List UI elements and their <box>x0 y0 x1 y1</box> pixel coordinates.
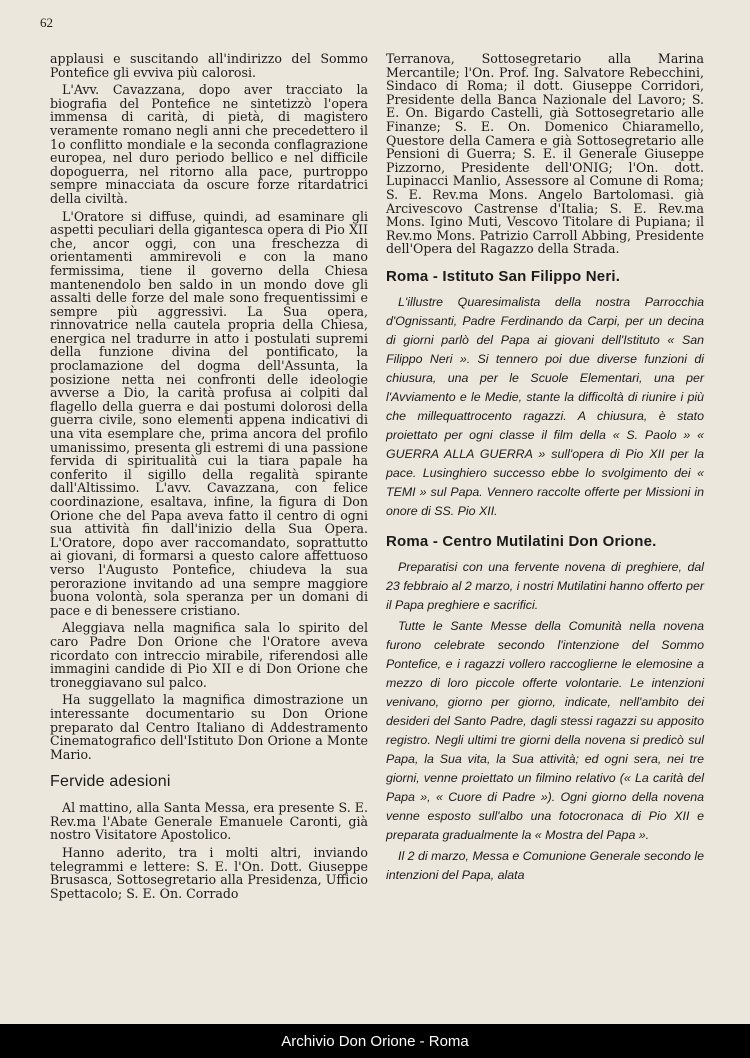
section-heading-centro-mutilatini: Roma - Centro Mutilatini Don Orione. <box>386 532 657 550</box>
page-number: 62 <box>40 15 53 30</box>
left-paragraph-2: L'Avv. Cavazzana, dopo aver tracciato la biografia del Pontefice ne sintetizzò l'opera immensa di carità, di pietà, di magistero veramente romano negli anni che precedettero il 1o conflitto mondiale e la seconda conflagrazione europea, nel duro periodo bellico e nel difficile dopoguerra, nel ritorno alla pace, purtroppo sempre minacciata da oscure forze ritardatrici della civiltà. <box>50 82 368 206</box>
archive-footer: Archivio Don Orione - Roma <box>0 1024 750 1058</box>
right-paragraph-1: Terranova, Sottosegretario alla Marina Mercantile; l'On. Prof. Ing. Salvatore Rebecchini, Sindaco di Roma; il dott. Giuseppe Corridori, Presidente della Banca Nazionale del Lavoro; S. E. On. Bigardo Castelli, già Sottosegretario alle Finanze; S. E. On. Domenico Chiaramello, Questore della Camera e già Sottosegretario alle Pensioni di Guerra; S. E. il Generale Giuseppe Pizzorno, Presidente dell'ONIG; l'On. dott. Lupinacci Manlio, Assessore al Comune di Roma; S. E. Rev.ma Mons. Angelo Bartolomasi. già Arcivescovo Castrense d'Italia; S. E. Rev.ma Mons. Igino Muti, Vescovo Titolare di Pupiana; il Rev.mo Mons. Patrizio Carroll Abbing, Presidente dell'Opera del Ragazzo della Strada. <box>386 51 704 257</box>
right-column <box>386 52 704 887</box>
right-paragraph-3: Preparatisi con una fervente novena di preghiere, dal 23 febbraio al 2 marzo, i nostri Mutilatini hanno offerto per il Papa preghiere e sacrifici. <box>386 559 704 612</box>
left-column <box>50 52 368 904</box>
right-paragraph-4: Tutte le Sante Messe della Comunità nella novena furono celebrate secondo l'intenzione del Sommo Pontefice, e i ragazzi vollero raccoglierne le elemosine a mezzo di loro piccole offerte volontarie. Le intenzioni venivano, giorno per giorno, indicate, nell'ambito dei desideri del Santo Padre, dagli stessi ragazzi su apposito registro. Negli ultimi tre giorni della novena si predicò sul Papa, la Sua vita, la Sua attività; ed ogni sera, nei tre giorni, venne proiettato un filmino relativo (« La carità del Papa », « Cuore di Padre »). Ogni giorno della novena venne esposto sull'albo una fotocronaca di Pio XII e preparata gradualmente la « Mostra del Papa ». <box>386 618 704 842</box>
section-heading-san-filippo-neri: Roma - Istituto San Filippo Neri. <box>386 267 621 285</box>
section-heading-fervide-adesioni: Fervide adesioni <box>50 773 171 791</box>
right-paragraph-2: L'illustre Quaresimalista della nostra Parrocchia d'Ognissanti, Padre Ferdinando da Carpi, per un decina di giorni parlò del Papa ai giovani dell'Istituto « San Filippo Neri ». Si tennero poi due diverse funzioni di chiusura, una per le Scuole Elementari, una per l'Avviamento e le Medie, stante la difficoltà di riunire i più che millequattrocento ragazzi. A chiusura, è stato proiettato per ogni classe il film della « S. Paolo » « GUERRA ALLA GUERRA » sull'opera di Pio XII per la pace. Lusinghiero successo ebbe lo svolgimento dei « TEMI » sul Papa. Vennero raccolte offerte per Missioni in onore di SS. Pio XII. <box>386 294 704 518</box>
right-paragraph-5: Il 2 di marzo, Messa e Comunione Generale secondo le intenzioni del Papa, alata <box>386 848 704 882</box>
left-paragraph-4: Aleggiava nella magnifica sala lo spirito del caro Padre Don Orione che l'Oratore aveva ricordato con intreccio mirabile, riferendosi alle immagini candide di Pio XII e di Don Orione che troneggiavano sul palco. <box>50 620 368 690</box>
left-paragraph-1: applausi e suscitando all'indirizzo del Sommo Pontefice gli evviva più calorosi. <box>50 51 368 80</box>
left-paragraph-5: Ha suggellato la magnifica dimostrazione un interessante documentario su Don Orione preparato dal Centro Italiano di Addestramento Cinematografico dell'Istituto Don Orione a Monte Mario. <box>50 692 368 762</box>
left-paragraph-7: Hanno aderito, tra i molti altri, inviando telegrammi e lettere: S. E. l'On. Dott. Giuseppe Brusasca, Sottosegretario alla Presidenza, Ufficio Spettacolo; S. E. On. Corrado <box>50 845 368 901</box>
left-paragraph-6: Al mattino, alla Santa Messa, era presente S. E. Rev.ma l'Abate Generale Emanuele Caronti, già nostro Visitatore Apostolico. <box>50 800 368 843</box>
left-paragraph-3: L'Oratore si diffuse, quindi, ad esaminare gli aspetti peculiari della gigantesca opera di Pio XII che, ancor oggi, con una freschezza di orientamenti ammirevoli e con la mano fermissima, tiene il governo della Chiesa mantenendolo ben saldo in un mondo dove gli assalti delle forze del male sono frequentissimi e sempre più aggressivi. La Sua opera, rinnovatrice nella cautela propria della Chiesa, energica nel tradurre in atto i postulati supremi della funzione divina del pontificato, la proclamazione del dogma dell'Assunta, la posizione netta nei confronti delle ideologie avverse a Dio, la carità profusa ai colpiti dal flagello della guerra e dai postumi dolorosi della guerra civile, sono elementi appena indicativi di una vita esemplare che, prima ancora del profilo umanissimo, presenta gli estremi di una passione fervida di spiritualità cui la tiara papale ha conferito il sigillo della regalità spirante dall'Altissimo. L'avv. Cavazzana, con felice coordinazione, esaltava, infine, la figura di Don Orione che del Papa aveva fatto il centro di ogni sua attività fin dall'inizio della Sua Opera. L'Oratore, dopo aver raccomandato, soprattutto ai giovani, di formarsi a questo calore affettuoso verso l'Augusto Pontefice, chiudeva la sua perorazione invitando ad una sempre maggiore buona volontà, sola speranza per un domani di pace e di benessere cristiano. <box>50 208 368 618</box>
